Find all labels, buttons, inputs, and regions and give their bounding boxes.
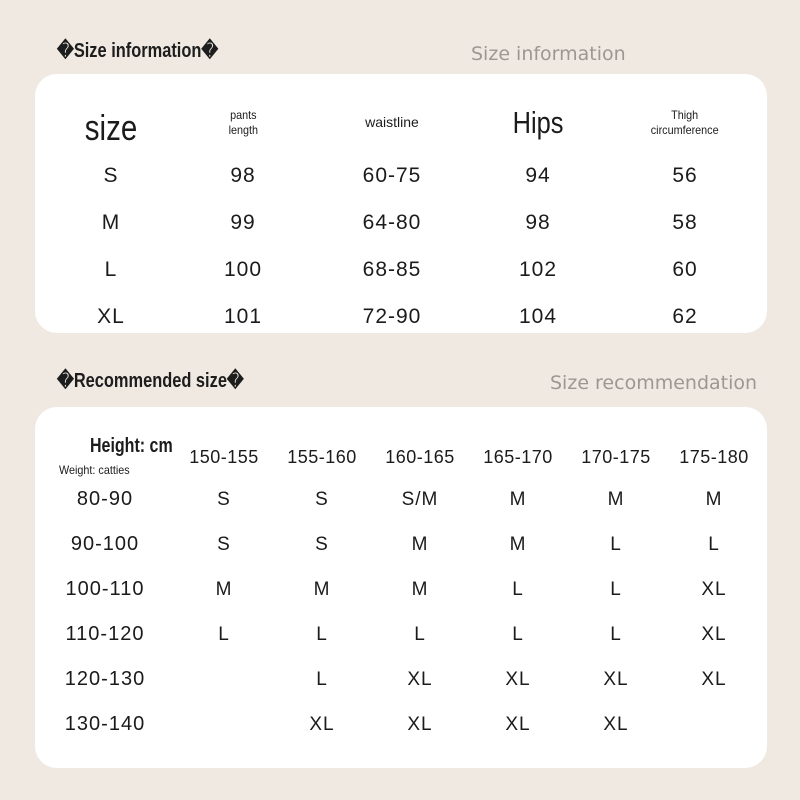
- recommended-size-title: �Recommended size�: [57, 370, 244, 392]
- recommended-size-cell: XL: [701, 623, 727, 645]
- size-value-cell: 64-80: [362, 210, 422, 234]
- size-value-cell: 58: [672, 210, 698, 234]
- height-range-header: 150-155: [189, 446, 259, 467]
- header-size: size: [84, 107, 138, 148]
- recommended-size-cell: S: [315, 533, 329, 555]
- recommended-size-cell: L: [316, 668, 328, 690]
- size-value-cell: 56: [672, 163, 698, 187]
- weight-range-cell: 80-90: [76, 488, 134, 510]
- size-table: [57, 94, 757, 340]
- size-value-cell: 99: [230, 210, 256, 234]
- recommended-size-cell: L: [414, 623, 426, 645]
- height-range-header: 170-175: [581, 446, 651, 467]
- size-value-cell: 72-90: [362, 304, 422, 328]
- recommendation-card: [35, 407, 767, 768]
- size-info-title: �Size information�: [57, 40, 219, 62]
- recommended-size-cell: S: [217, 533, 231, 555]
- weight-row: [35, 702, 763, 747]
- recommended-size-cell: XL: [701, 578, 727, 600]
- recommended-size-cell: XL: [309, 713, 335, 735]
- recommended-size-cell: S/M: [401, 488, 439, 510]
- weight-range-cell: 110-120: [65, 623, 145, 645]
- height-label: Height: cm: [90, 435, 173, 457]
- recommended-size-cell: XL: [603, 668, 629, 690]
- recommendation-table: [35, 437, 763, 747]
- recommended-size-cell: XL: [505, 668, 531, 690]
- weight-range-cell: 100-110: [65, 578, 145, 600]
- recommended-size-cell: L: [512, 578, 524, 600]
- recommended-size-cell: XL: [505, 713, 531, 735]
- size-value-cell: 94: [525, 163, 551, 187]
- size-value-cell: 68-85: [362, 257, 422, 281]
- recommended-size-cell: S: [217, 488, 231, 510]
- weight-range-cell: 120-130: [64, 668, 146, 690]
- recommended-size-cell: L: [512, 623, 524, 645]
- recommended-size-cell: M: [509, 533, 527, 555]
- recommended-size-cell: L: [610, 578, 622, 600]
- recommended-size-cell: L: [708, 533, 720, 555]
- size-value-cell: 100: [223, 257, 263, 281]
- recommended-size-cell: XL: [603, 713, 629, 735]
- recommended-size-cell: M: [313, 578, 331, 600]
- header-pants-length: pants length: [228, 107, 258, 137]
- weight-range-cell: 90-100: [70, 533, 140, 555]
- size-table-header: [57, 94, 757, 152]
- size-value-cell: 60-75: [362, 163, 422, 187]
- recommended-size-cell: M: [509, 488, 527, 510]
- recommended-size-subtitle: Size recommendation: [550, 372, 758, 394]
- weight-label: Weight: catties: [59, 463, 130, 477]
- height-header-row: [35, 437, 763, 477]
- size-label-cell: XL: [97, 304, 125, 328]
- header-thigh: Thigh circumference: [651, 107, 719, 137]
- weight-range-cell: 130-140: [64, 713, 146, 735]
- size-value-cell: 101: [223, 304, 263, 328]
- height-range-header: 175-180: [679, 446, 749, 467]
- size-value-cell: 104: [518, 304, 558, 328]
- recommended-size-cell: L: [610, 533, 622, 555]
- size-value-cell: 98: [525, 210, 551, 234]
- size-value-cell: 62: [672, 304, 698, 328]
- recommended-size-cell: M: [411, 533, 429, 555]
- size-row: [57, 246, 757, 293]
- weight-row: [35, 567, 763, 612]
- recommended-size-cell: M: [705, 488, 723, 510]
- size-info-subtitle: Size information: [471, 43, 626, 65]
- size-label-cell: L: [104, 257, 118, 281]
- header-waistline: waistline: [365, 114, 419, 130]
- height-range-header: 155-160: [287, 446, 357, 467]
- size-label-cell: M: [101, 210, 121, 234]
- weight-row: [35, 657, 763, 702]
- recommended-size-cell: L: [316, 623, 328, 645]
- recommended-size-cell: M: [411, 578, 429, 600]
- size-row: [57, 293, 757, 340]
- recommended-size-cell: [665, 702, 763, 747]
- size-value-cell: 102: [518, 257, 558, 281]
- recommended-size-cell: XL: [701, 668, 727, 690]
- size-value-cell: 98: [230, 163, 256, 187]
- recommended-size-cell: L: [218, 623, 230, 645]
- height-range-header: 160-165: [385, 446, 455, 467]
- recommended-size-cell: M: [607, 488, 625, 510]
- recommended-size-cell: S: [315, 488, 329, 510]
- recommended-size-cell: XL: [407, 668, 433, 690]
- recommended-size-cell: XL: [407, 713, 433, 735]
- size-row: [57, 152, 757, 199]
- height-range-header: 165-170: [483, 446, 553, 467]
- header-hips: Hips: [512, 105, 564, 140]
- size-info-card: [35, 74, 767, 333]
- size-value-cell: 60: [672, 257, 698, 281]
- recommended-size-cell: M: [215, 578, 233, 600]
- weight-row: [35, 522, 763, 567]
- weight-row: [35, 612, 763, 657]
- recommended-size-cell: [175, 702, 273, 747]
- recommended-size-cell: L: [610, 623, 622, 645]
- weight-row: [35, 477, 763, 522]
- size-label-cell: S: [103, 163, 119, 187]
- size-row: [57, 199, 757, 246]
- recommended-size-cell: [175, 657, 273, 702]
